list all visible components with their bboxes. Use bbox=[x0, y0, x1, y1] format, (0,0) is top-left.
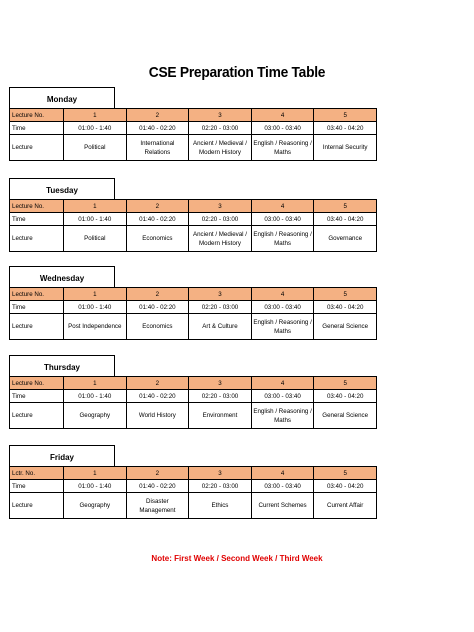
lecture-subject: International Relations bbox=[126, 135, 189, 161]
lecture-number: 5 bbox=[314, 467, 377, 480]
time-slot: 01:00 - 1:40 bbox=[64, 301, 127, 314]
time-slot: 01:40 - 02:20 bbox=[126, 480, 189, 493]
row-label-lecture-no: Lecture No. bbox=[10, 288, 64, 301]
lecture-subject: English / Reasoning / Maths bbox=[251, 135, 314, 161]
day-table bbox=[9, 287, 377, 340]
day-name: Friday bbox=[9, 445, 115, 466]
lecture-number: 3 bbox=[189, 288, 252, 301]
time-slot: 01:40 - 02:20 bbox=[126, 390, 189, 403]
lecture-subject: English / Reasoning / Maths bbox=[251, 226, 314, 252]
row-label-lecture-no: Lecture No. bbox=[10, 377, 64, 390]
time-slot: 02:20 - 03:00 bbox=[189, 390, 252, 403]
time-slot: 02:20 - 03:00 bbox=[189, 213, 252, 226]
lecture-number: 5 bbox=[314, 109, 377, 122]
time-slot: 03:00 - 03:40 bbox=[251, 390, 314, 403]
lecture-number: 3 bbox=[189, 377, 252, 390]
lecture-number: 1 bbox=[64, 377, 127, 390]
lecture-number: 1 bbox=[64, 288, 127, 301]
lecture-number: 4 bbox=[251, 109, 314, 122]
lecture-subject: Current Affair bbox=[314, 493, 377, 519]
day-name: Tuesday bbox=[9, 178, 115, 199]
day-block-tuesday bbox=[9, 178, 376, 252]
lecture-subject: General Science bbox=[314, 314, 377, 340]
day-block-friday bbox=[9, 445, 376, 519]
day-name: Monday bbox=[9, 87, 115, 108]
row-label-time: Time bbox=[10, 122, 64, 135]
row-label-lecture: Lecture bbox=[10, 403, 64, 429]
row-label-lecture: Lecture bbox=[10, 314, 64, 340]
lecture-subject: Economics bbox=[126, 226, 189, 252]
row-label-time: Time bbox=[10, 213, 64, 226]
lecture-number: 1 bbox=[64, 109, 127, 122]
lecture-number: 1 bbox=[64, 200, 127, 213]
lecture-subject: Current Schemes bbox=[251, 493, 314, 519]
lecture-subject: Internal Security bbox=[314, 135, 377, 161]
time-slot: 03:40 - 04:20 bbox=[314, 390, 377, 403]
lecture-number: 2 bbox=[126, 377, 189, 390]
day-table bbox=[9, 199, 377, 252]
row-label-time: Time bbox=[10, 301, 64, 314]
lecture-number: 2 bbox=[126, 467, 189, 480]
lecture-number: 3 bbox=[189, 200, 252, 213]
lecture-number: 2 bbox=[126, 200, 189, 213]
time-slot: 02:20 - 03:00 bbox=[189, 480, 252, 493]
time-slot: 03:40 - 04:20 bbox=[314, 213, 377, 226]
lecture-number: 2 bbox=[126, 288, 189, 301]
lecture-number: 1 bbox=[64, 467, 127, 480]
lecture-subject: Environment bbox=[189, 403, 252, 429]
lecture-number: 5 bbox=[314, 200, 377, 213]
row-label-lecture: Lecture bbox=[10, 226, 64, 252]
time-slot: 01:00 - 1:40 bbox=[64, 213, 127, 226]
time-slot: 03:40 - 04:20 bbox=[314, 122, 377, 135]
lecture-subject: Disaster Management bbox=[126, 493, 189, 519]
lecture-subject: World History bbox=[126, 403, 189, 429]
lecture-number: 4 bbox=[251, 288, 314, 301]
lecture-number: 4 bbox=[251, 467, 314, 480]
time-slot: 01:40 - 02:20 bbox=[126, 213, 189, 226]
lecture-number: 3 bbox=[189, 467, 252, 480]
time-slot: 03:00 - 03:40 bbox=[251, 480, 314, 493]
time-slot: 01:00 - 1:40 bbox=[64, 122, 127, 135]
week-note: Note: First Week / Second Week / Third Week bbox=[151, 554, 323, 563]
lecture-subject: Political bbox=[64, 226, 127, 252]
lecture-subject: Art & Culture bbox=[189, 314, 252, 340]
time-slot: 03:00 - 03:40 bbox=[251, 122, 314, 135]
day-name: Wednesday bbox=[9, 266, 115, 287]
lecture-number: 3 bbox=[189, 109, 252, 122]
lecture-number: 5 bbox=[314, 288, 377, 301]
lecture-number: 5 bbox=[314, 377, 377, 390]
day-block-wednesday bbox=[9, 266, 376, 340]
day-name: Thursday bbox=[9, 355, 115, 376]
lecture-subject: Post Independence bbox=[64, 314, 127, 340]
row-label-time: Time bbox=[10, 480, 64, 493]
time-slot: 03:00 - 03:40 bbox=[251, 213, 314, 226]
time-slot: 01:00 - 1:40 bbox=[64, 390, 127, 403]
lecture-subject: Economics bbox=[126, 314, 189, 340]
day-block-monday bbox=[9, 87, 376, 161]
lecture-number: 4 bbox=[251, 377, 314, 390]
lecture-subject: General Science bbox=[314, 403, 377, 429]
row-label-lecture-no: Lecture No. bbox=[10, 109, 64, 122]
lecture-subject: Ethics bbox=[189, 493, 252, 519]
lecture-subject: Ancient / Medieval / Modern History bbox=[189, 226, 252, 252]
time-slot: 01:40 - 02:20 bbox=[126, 301, 189, 314]
time-slot: 01:40 - 02:20 bbox=[126, 122, 189, 135]
time-slot: 03:40 - 04:20 bbox=[314, 480, 377, 493]
time-slot: 01:00 - 1:40 bbox=[64, 480, 127, 493]
lecture-subject: English / Reasoning / Maths bbox=[251, 314, 314, 340]
lecture-subject: Ancient / Medieval / Modern History bbox=[189, 135, 252, 161]
time-slot: 03:40 - 04:20 bbox=[314, 301, 377, 314]
row-label-lecture-no: Lctr. No. bbox=[10, 467, 64, 480]
row-label-lecture: Lecture bbox=[10, 493, 64, 519]
lecture-subject: English / Reasoning / Maths bbox=[251, 403, 314, 429]
day-table bbox=[9, 466, 377, 519]
day-table bbox=[9, 108, 377, 161]
day-block-thursday bbox=[9, 355, 376, 429]
lecture-subject: Political bbox=[64, 135, 127, 161]
row-label-lecture: Lecture bbox=[10, 135, 64, 161]
lecture-subject: Geography bbox=[64, 403, 127, 429]
page-title: CSE Preparation Time Table bbox=[148, 64, 326, 81]
time-slot: 02:20 - 03:00 bbox=[189, 122, 252, 135]
lecture-subject: Geography bbox=[64, 493, 127, 519]
row-label-time: Time bbox=[10, 390, 64, 403]
time-slot: 03:00 - 03:40 bbox=[251, 301, 314, 314]
row-label-lecture-no: Lecture No. bbox=[10, 200, 64, 213]
time-slot: 02:20 - 03:00 bbox=[189, 301, 252, 314]
lecture-number: 2 bbox=[126, 109, 189, 122]
lecture-number: 4 bbox=[251, 200, 314, 213]
day-table bbox=[9, 376, 377, 429]
lecture-subject: Governance bbox=[314, 226, 377, 252]
